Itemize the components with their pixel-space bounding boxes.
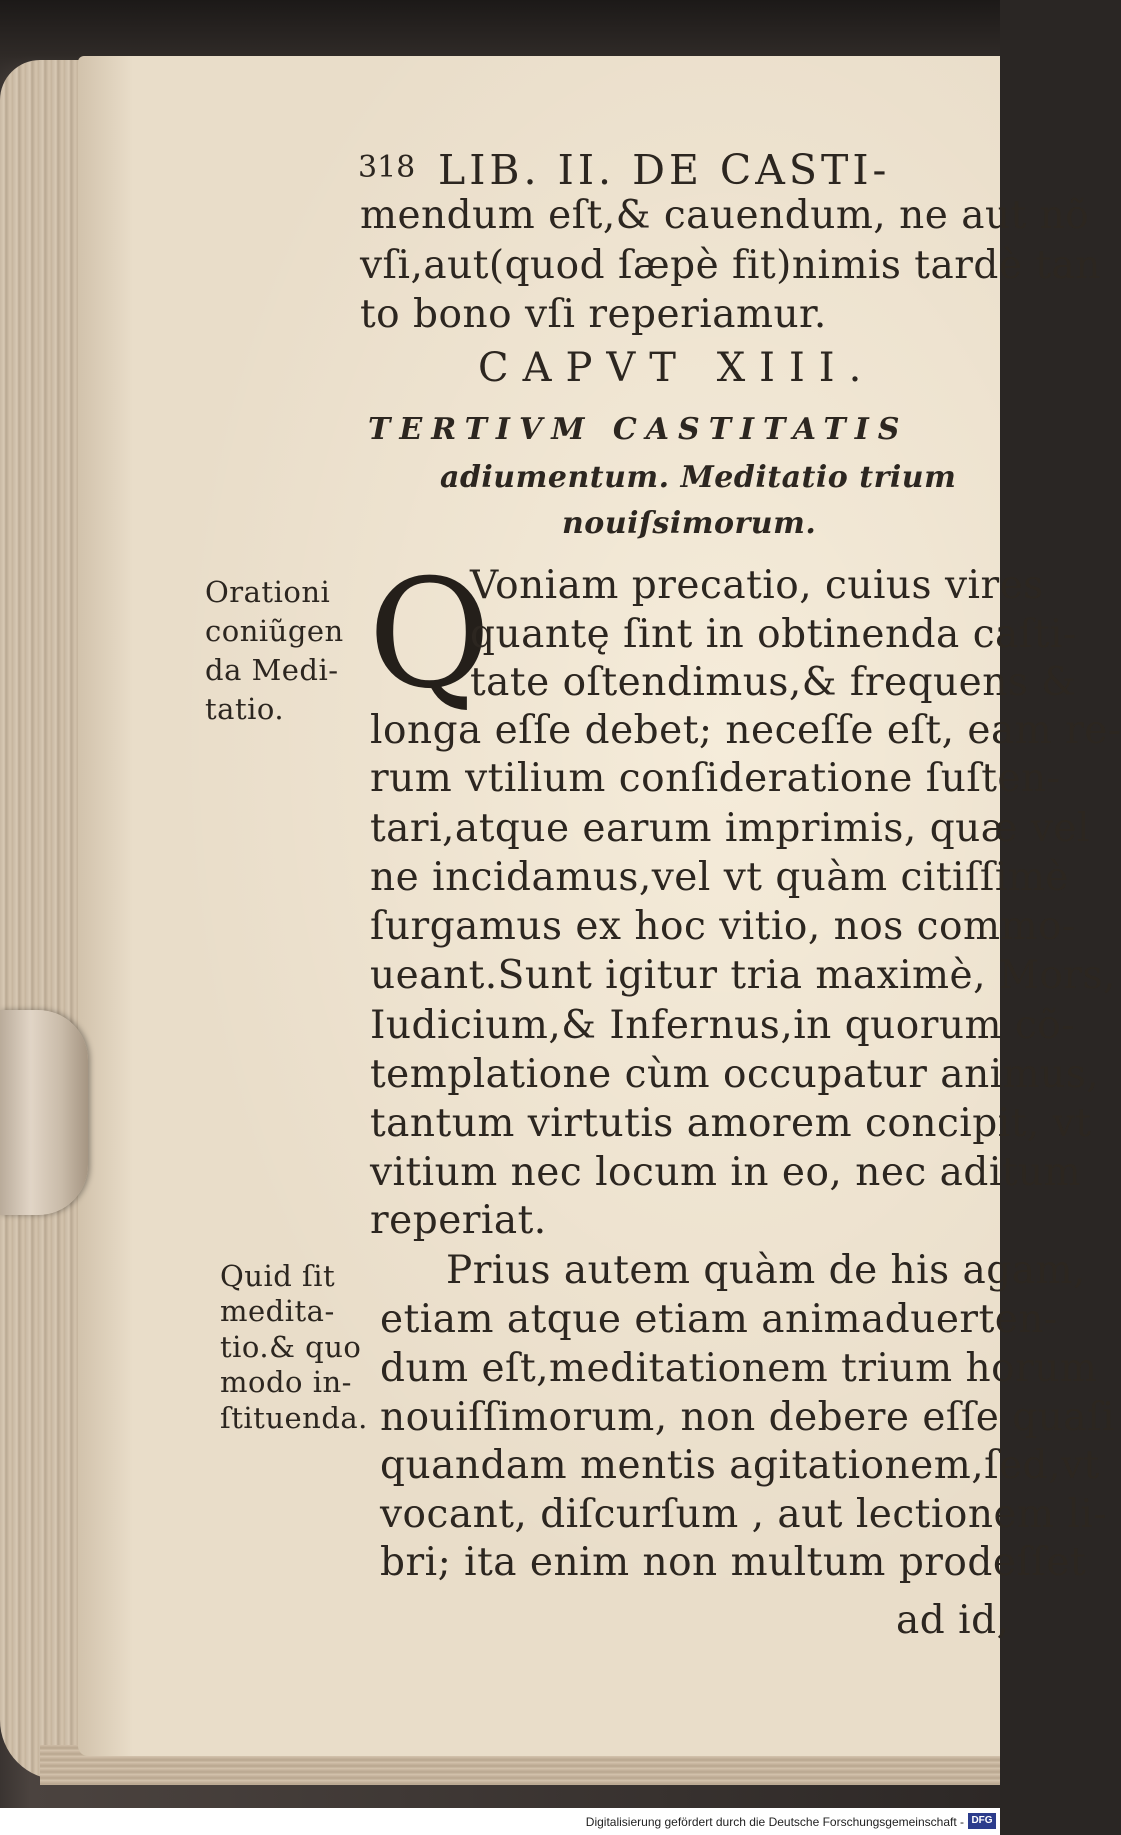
page-clip [0,1010,88,1215]
body-line: bri; ita enim non multum prodeſſet [380,1540,1087,1585]
chapter-subtitle-line: nouiſsimorum. [562,506,817,541]
digitization-footer [0,1808,1000,1835]
body-line: nouiſſimorum, non debere eſſe quaſi [380,1395,1116,1440]
page-number: 318 [358,150,416,185]
body-line: mendum eſt,& cauendum, ne aut nõ [360,193,1090,238]
chapter-subtitle-line: TERTIVM CASTITATIS [368,412,909,447]
body-line: reperiat. [370,1198,547,1243]
dfg-logo: DFG [968,1813,996,1829]
margin-note-line: ſtituenda. [220,1401,368,1435]
body-line: rum vtilium conſideratione ſuſten- [370,756,1061,801]
body-line: vocant, diſcurſum , aut lectionem li- [380,1492,1108,1537]
margin-note-line: modo in- [220,1365,352,1399]
margin-note-line: medita- [220,1294,335,1328]
body-line: tate oſtendimus,& frequens & [470,660,1077,705]
body-line: etiam atque etiam animaduerten- [380,1297,1058,1342]
body-line: ne incidamus,vel vt quàm citiſſimè [370,855,1069,900]
margin-note-line: da Medi- [205,653,339,687]
chapter-subtitle-line: adiumentum. Meditatio trium [440,460,957,495]
page-stack-edges [0,60,90,1780]
running-title: LIB. II. DE CASTI- [438,146,891,194]
body-line: templatione cùm occupatur animus, [370,1052,1100,1097]
chapter-title: CAPVT XIII. [478,345,876,391]
margin-note-line: Orationi [205,575,331,609]
body-line: vſi,aut(quod ſæpè fit)nimis tardè tan [360,243,1101,288]
body-line: longa eſſe debet; neceſſe eſt, eam re- [370,708,1121,753]
drop-cap: Q [368,548,491,722]
catchword: ad id, [896,1598,1010,1643]
footer-credit: Digitalisierung gefördert durch die Deutsche Forschungsgemeinschaft - [585,1815,964,1829]
body-line: to bono vſi reperiamur. [360,292,827,337]
body-line: Voniam precatio, cuius vires [470,563,1044,608]
margin-note-line: coniũgen [205,614,344,648]
body-line: tantum virtutis amorem concipit, vt [370,1101,1092,1146]
margin-note-line: tatio. [205,692,285,726]
body-line: ueant.Sunt igitur tria maximè, Mors, [370,953,1116,998]
margin-note-line: tio.& quo [220,1330,362,1364]
body-line: ſurgamus ex hoc vitio, nos commo- [370,904,1076,949]
body-line: quantę ſint in obtinenda caſti- [470,612,1077,657]
margin-note-line: Quid ſit [220,1259,336,1293]
body-line: tari,atque earum imprimis, quæ vel [370,806,1090,851]
body-line: Prius autem quàm de his agam, [446,1248,1086,1293]
body-line: dum eſt,meditationem trium horum [380,1346,1098,1391]
body-line: vitium nec locum in eo, nec aditum [370,1150,1082,1195]
body-line: quandam mentis agitationem,ſed,vt [380,1443,1100,1488]
body-line: Iudicium,& Infernus,in quorum cõ- [370,1003,1075,1048]
